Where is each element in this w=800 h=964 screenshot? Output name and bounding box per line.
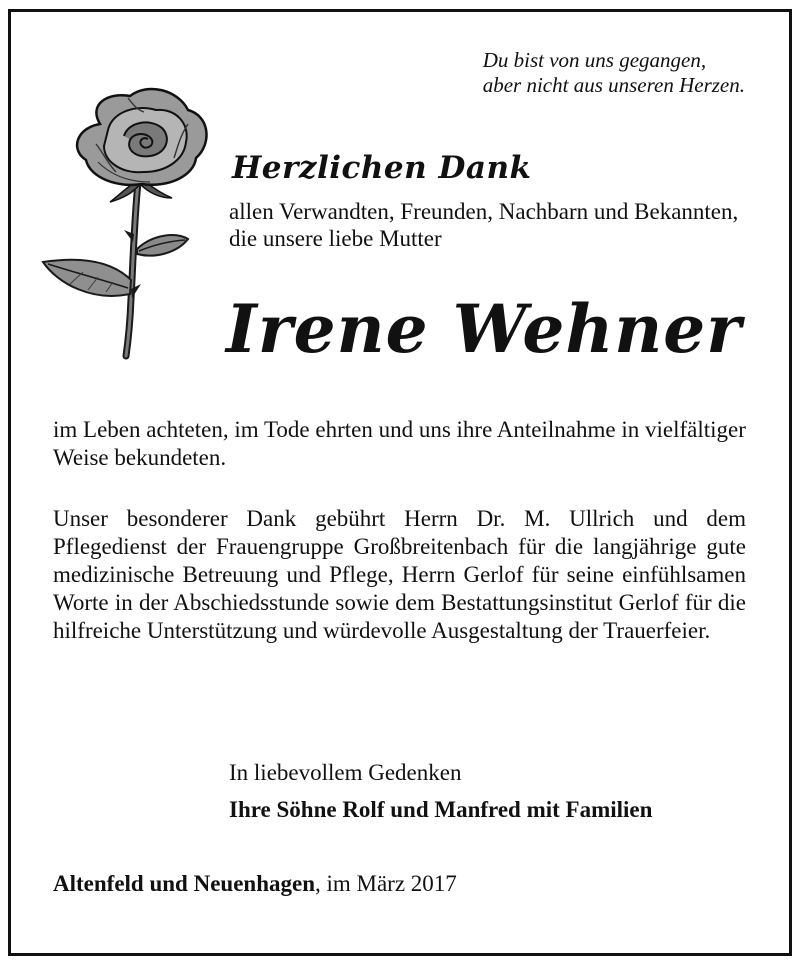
- motto-line-1: Du bist von uns gegangen,: [482, 48, 707, 72]
- place-date-line: [53, 870, 457, 898]
- paragraph-2: Unser besonderer Dank gebührt Herrn Dr. M. Ullrich und dem Pflegedienst der Frauengruppe Großbreitenbach für die langjährige gute medizinische Betreuung und Pflege, Herrn Gerlof für seine einfühlsamen Worte in der Abschiedsstunde sowie dem Bestattungsinstitut Gerlof für die hilfreiche Unterstützung und würdevolle Ausgestaltung der Trauerfeier.: [53, 506, 746, 643]
- intro-text: allen Verwandten, Freunden, Nachbarn und Bekannten, die unsere liebe Mutter: [229, 199, 739, 251]
- motto: [483, 48, 745, 98]
- heading-thanks: Herzlichen Dank: [232, 150, 532, 186]
- motto-line-2: aber nicht aus unseren Herzen.: [482, 73, 745, 97]
- place-names: Altenfeld und Neuenhagen: [53, 871, 315, 896]
- deceased-name: Irene Wehner: [226, 290, 743, 368]
- paragraph-1: im Leben achteten, im Tode ehrten und uns ihre Anteilnahme in vielfältiger Weise bekundeten.: [53, 417, 746, 470]
- rose-icon: [38, 84, 218, 360]
- date-text: , im März 2017: [314, 871, 457, 896]
- closing-memory: In liebevollem Gedenken: [229, 760, 462, 785]
- closing-family: Ihre Söhne Rolf und Manfred mit Familien: [229, 797, 653, 822]
